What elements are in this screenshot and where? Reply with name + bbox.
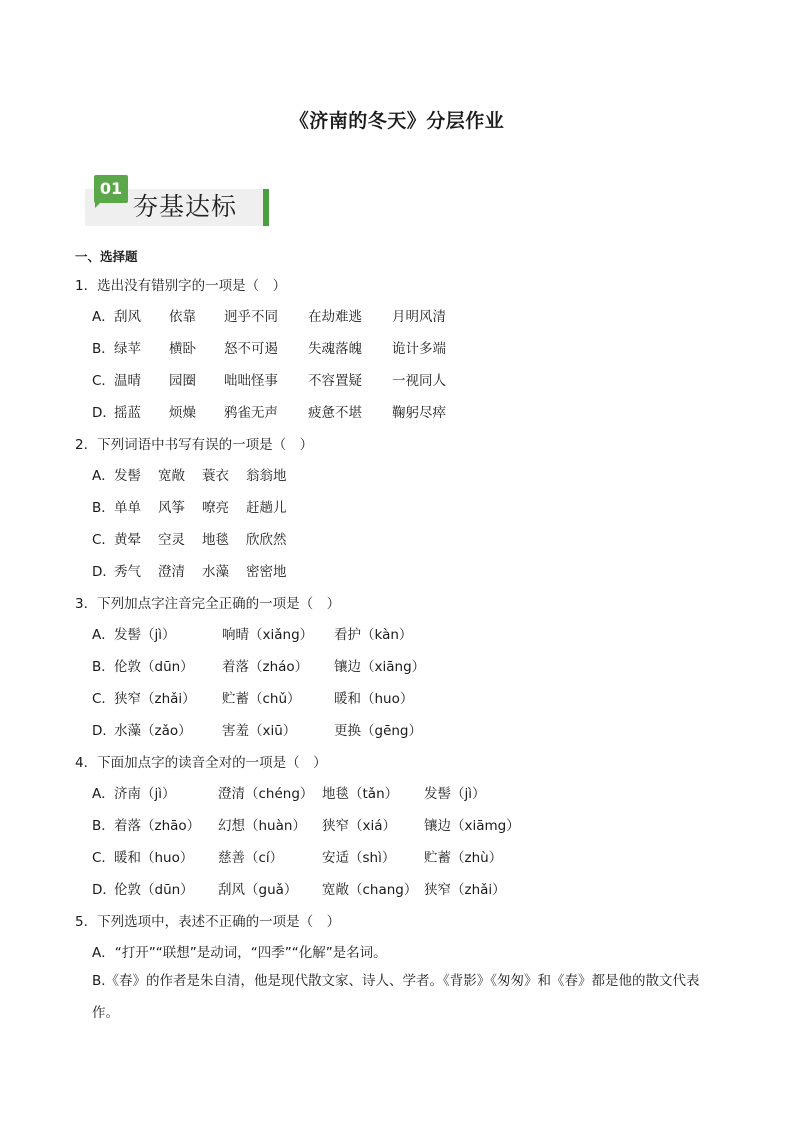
question-1-option-a: [92, 305, 446, 325]
option-word: 宽敞: [158, 468, 185, 484]
option-word: 秀气: [114, 564, 141, 580]
option-word: 翁翁地: [246, 468, 287, 484]
question-2-option-c: [92, 528, 287, 548]
option-word: 镶边（xiāng）: [334, 659, 426, 675]
option-word: 响晴（xiǎng）: [222, 627, 314, 643]
option-word: 贮蓄（chǔ）: [222, 691, 301, 707]
option-word: 咄咄怪事: [224, 373, 278, 389]
option-word: 鸦雀无声: [224, 405, 278, 421]
option-word: 风筝: [158, 500, 185, 516]
option-word: 失魂落魄: [308, 341, 362, 357]
question-1-stem: 1．选出没有错别字的一项是（ ）: [75, 278, 287, 294]
option-word: 狭窄（xiá）: [322, 818, 397, 834]
option-word: 澄清（chéng）: [218, 786, 314, 802]
option-label: A．: [92, 786, 115, 802]
option-word: 疲惫不堪: [308, 405, 362, 421]
question-2-option-d: [92, 560, 287, 580]
option-word: 一视同人: [392, 373, 446, 389]
option-word: 欣欣然: [246, 532, 287, 548]
option-word: 澄清: [158, 564, 185, 580]
question-3-option-c: [92, 687, 413, 707]
option-word: 刮风（guǎ）: [218, 882, 298, 898]
option-word: 嘹亮: [202, 500, 229, 516]
option-word: 横卧: [169, 341, 196, 357]
option-word: 着落（zháo）: [222, 659, 309, 675]
question-4-stem: 4．下面加点字的读音全对的一项是（ ）: [75, 755, 327, 771]
option-label: B．: [92, 659, 115, 675]
option-b-line-1: B.《春》的作者是朱自清，他是现代散文家、诗人、学者。《背影》《匆匆》和《春》都是他的散文代表: [92, 973, 700, 989]
option-word: 着落（zhāo）: [114, 818, 201, 834]
option-word: 依靠: [169, 309, 196, 325]
option-word: 蓑衣: [202, 468, 229, 484]
question-1-option-b: [92, 337, 446, 357]
option-word: 地毯（tǎn）: [322, 786, 399, 802]
option-word: 伦敦（dūn）: [114, 659, 194, 675]
page-title: 《济南的冬天》分层作业: [289, 110, 505, 132]
option-word: 不容置疑: [308, 373, 362, 389]
option-label: C．: [92, 373, 115, 389]
option-word: 害羞（xiū）: [222, 723, 297, 739]
option-word: 空灵: [158, 532, 185, 548]
option-word: 单单: [114, 500, 141, 516]
question-2-stem: 2．下列词语中书写有误的一项是（ ）: [75, 437, 314, 453]
option-word: 水藻: [202, 564, 229, 580]
question-4-option-a: [92, 782, 486, 802]
question-1-option-d: [92, 401, 446, 421]
question-1-option-c: [92, 369, 446, 389]
option-word: 刮风: [114, 309, 141, 325]
section-label: 一、选择题: [75, 249, 138, 264]
option-label: B．: [92, 341, 115, 357]
question-3-option-d: [92, 719, 422, 739]
option-label: A．: [92, 309, 115, 325]
option-word: 月明风清: [392, 309, 446, 325]
option-word: 暖和（huo）: [114, 850, 194, 866]
question-2-option-a: [92, 464, 287, 484]
option-word: 更换（gēng）: [334, 723, 423, 739]
option-word: 在劫难逃: [308, 309, 362, 325]
option-word: 怒不可遏: [224, 341, 278, 357]
option-label: B．: [92, 500, 115, 516]
question-2-option-b: [92, 496, 287, 516]
option-word: 绿苹: [114, 341, 141, 357]
banner-number-tail: [95, 202, 101, 208]
option-word: 幻想（huàn）: [218, 818, 306, 834]
option-word: 地毯: [202, 532, 229, 548]
option-word: 狭窄（zhǎi）: [424, 882, 506, 898]
option-label: B．: [92, 818, 115, 834]
question-5-option-b: [92, 965, 732, 1029]
option-word: 安适（shì）: [322, 850, 396, 866]
option-word: 看护（kàn）: [334, 627, 413, 643]
option-word: 贮蓄（zhù）: [424, 850, 503, 866]
option-word: 慈善（cí）: [218, 850, 284, 866]
option-word: 园圈: [169, 373, 196, 389]
question-4-option-b: [92, 814, 520, 834]
option-label: D．: [92, 882, 116, 898]
option-word: 迥乎不同: [224, 309, 278, 325]
option-word: 烦燥: [169, 405, 196, 421]
option-label: D．: [92, 564, 116, 580]
question-5-option-a: A．“打开”“联想”是动词，“四季”“化解”是名词。: [92, 945, 387, 961]
question-3-stem: 3．下列加点字注音完全正确的一项是（ ）: [75, 596, 341, 612]
option-word: 发髻（jì）: [114, 627, 176, 643]
question-4-option-d: [92, 878, 506, 898]
option-word: 狭窄（zhǎi）: [114, 691, 196, 707]
option-word: 温晴: [114, 373, 141, 389]
option-label: C．: [92, 532, 115, 548]
banner-heading: 夯基达标: [133, 192, 238, 221]
option-word: 发髻: [114, 468, 141, 484]
option-word: 密密地: [246, 564, 287, 580]
option-word: 水藻（zǎo）: [114, 723, 192, 739]
option-label: D．: [92, 405, 116, 421]
question-3-option-b: [92, 655, 425, 675]
question-4-option-c: [92, 846, 502, 866]
option-label: A．: [92, 627, 115, 643]
option-label: C．: [92, 691, 115, 707]
option-label: C．: [92, 850, 115, 866]
option-word: 黄晕: [114, 532, 141, 548]
option-word: 发髻（jì）: [424, 786, 486, 802]
question-5-stem: 5．下列选项中，表述不正确的一项是（ ）: [75, 914, 341, 930]
option-word: 济南（jì）: [114, 786, 176, 802]
banner-number: 01: [94, 175, 128, 203]
option-b-line-2: 作。: [92, 1005, 119, 1021]
question-3-option-a: [92, 623, 412, 643]
option-word: 宽敞（chang）: [322, 882, 418, 898]
option-word: 摇蓝: [114, 405, 141, 421]
option-label: A．: [92, 468, 115, 484]
option-word: 鞠躬尽瘁: [392, 405, 446, 421]
option-label: D．: [92, 723, 116, 739]
option-word: 诡计多端: [392, 341, 446, 357]
option-word: 伦敦（dūn）: [114, 882, 194, 898]
section-banner: [85, 175, 275, 227]
option-word: 镶边（xiāmg）: [424, 818, 520, 834]
option-word: 赶趟儿: [246, 500, 287, 516]
option-word: 暖和（huo）: [334, 691, 414, 707]
banner-accent-bar: [263, 189, 269, 226]
